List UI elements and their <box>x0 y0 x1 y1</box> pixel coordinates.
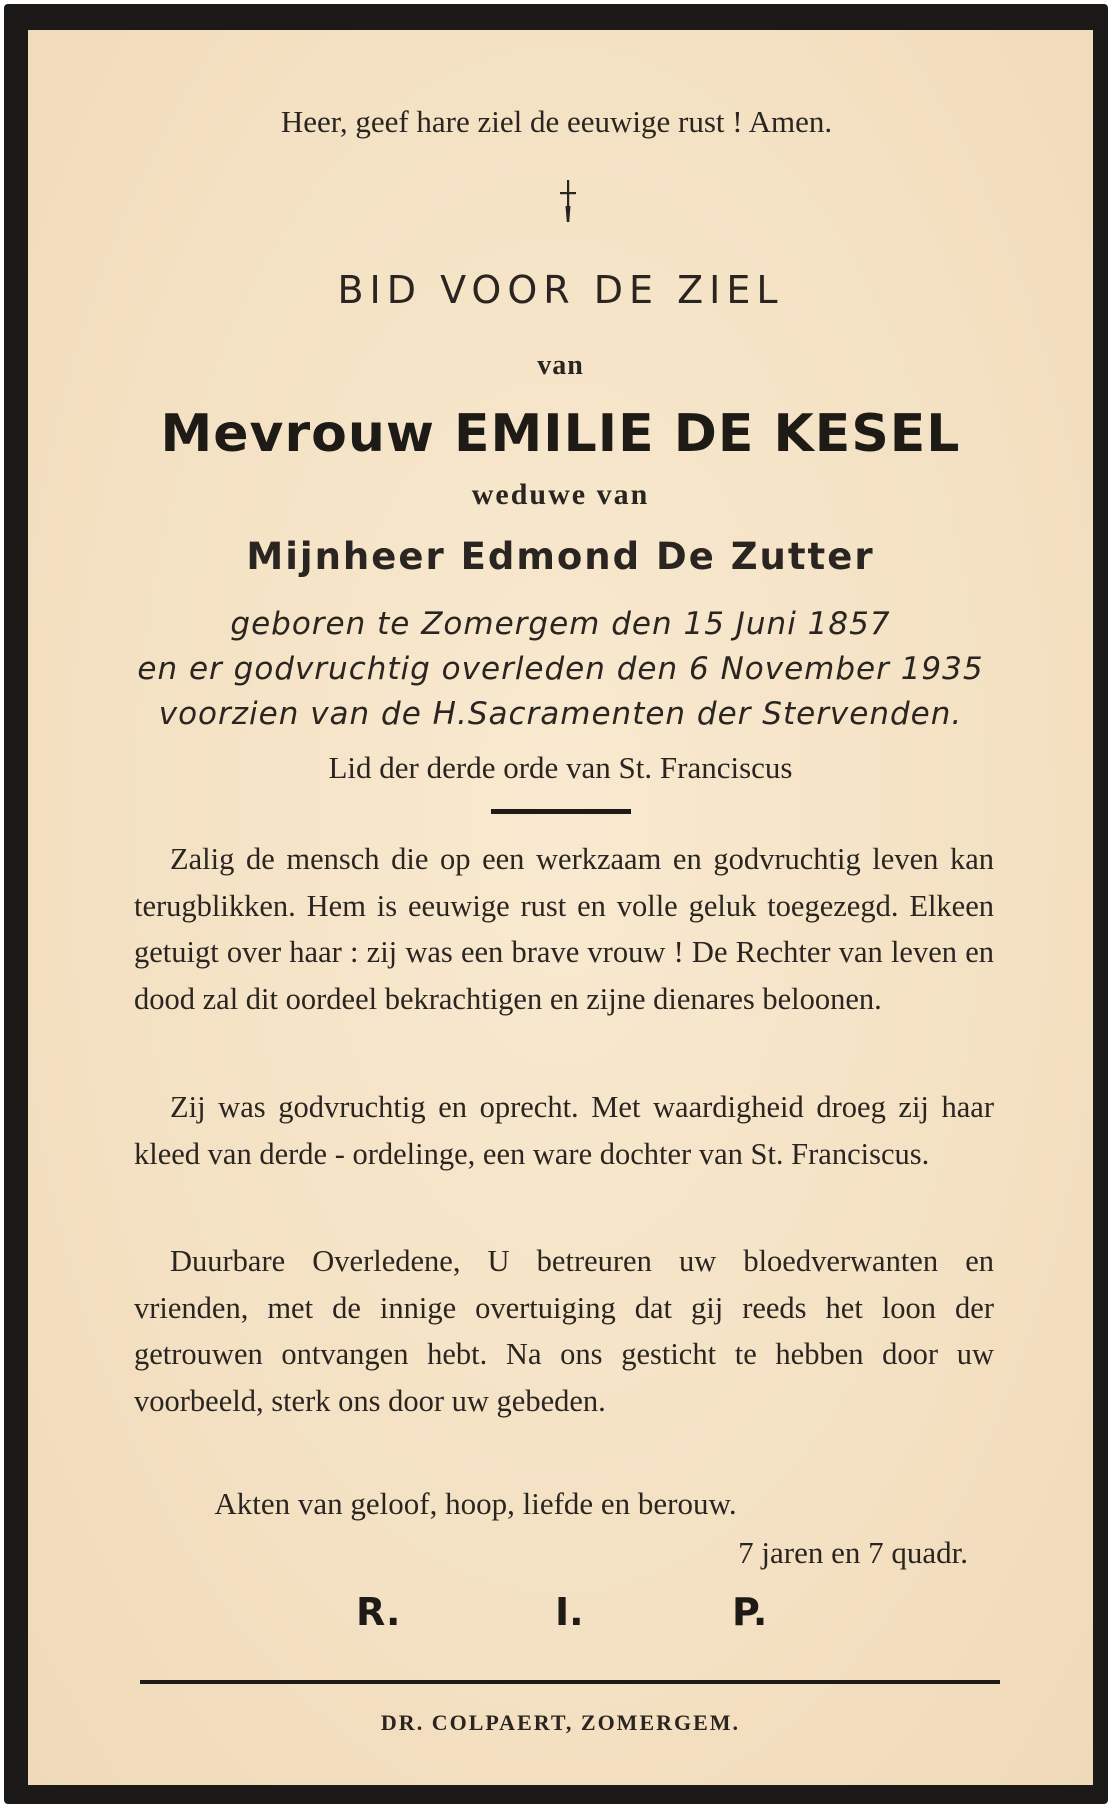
deceased-name: Mevrouw EMILIE DE KESEL <box>160 404 961 464</box>
birth-line: geboren te Zomergem den 15 Juni 1857 <box>230 606 891 642</box>
paragraph: Duurbare Overledene, U betreuren uw bloedverwanten en vrienden, met de innige overtuiging dat gij reeds het loon der getrouwen ontvangen hebt. Na ons gesticht te hebben door uw voorbeeld, sterk ons door uw gebeden. <box>134 1244 994 1418</box>
divider <box>491 809 631 814</box>
acts-line: Akten van geloof, hoop, liefde en berouw. <box>214 1486 737 1521</box>
card-title: BID VOOR DE ZIEL <box>337 268 784 312</box>
paragraph: Zalig de mensch die op een werkzaam en godvruchtig leven kan terugblikken. Hem is eeuwige rust en volle geluk toegezegd. Elkeen getuigt over haar : zij was een brave vrouw ! De Rechter van leven en dood zal dit oordeel bekrachtigen en zijne dienares beloonen. <box>134 842 994 1016</box>
rip-p: P. <box>732 1590 768 1634</box>
van-label: van <box>537 350 584 381</box>
bottom-rule <box>140 1680 1000 1684</box>
order-line: Lid der derde orde van St. Franciscus <box>328 750 793 785</box>
rip-r: R. <box>356 1590 401 1634</box>
memorial-card-border <box>4 4 1108 1804</box>
prayer-top: Heer, geef hare ziel de eeuwige rust ! Amen. <box>280 104 833 139</box>
husband-name: Mijnheer Edmond De Zutter <box>246 535 875 578</box>
paragraph: Zij was godvruchtig en oprecht. Met waardigheid droeg zij haar kleed van derde - ordelinge, een ware dochter van St. Franciscus. <box>134 1090 994 1171</box>
printer-credit: DR. COLPAERT, ZOMERGEM. <box>380 1710 741 1735</box>
cross-icon <box>558 180 578 222</box>
death-line: en er godvruchtig overleden den 6 November 1935 <box>137 651 984 687</box>
indulgence-line: 7 jaren en 7 quadr. <box>738 1535 968 1570</box>
widow-of-label: weduwe van <box>471 478 650 511</box>
memorial-card <box>28 30 1093 1785</box>
rip-i: I. <box>555 1590 584 1634</box>
sacraments-line: voorzien van de H.Sacramenten der Stervenden. <box>158 696 963 732</box>
